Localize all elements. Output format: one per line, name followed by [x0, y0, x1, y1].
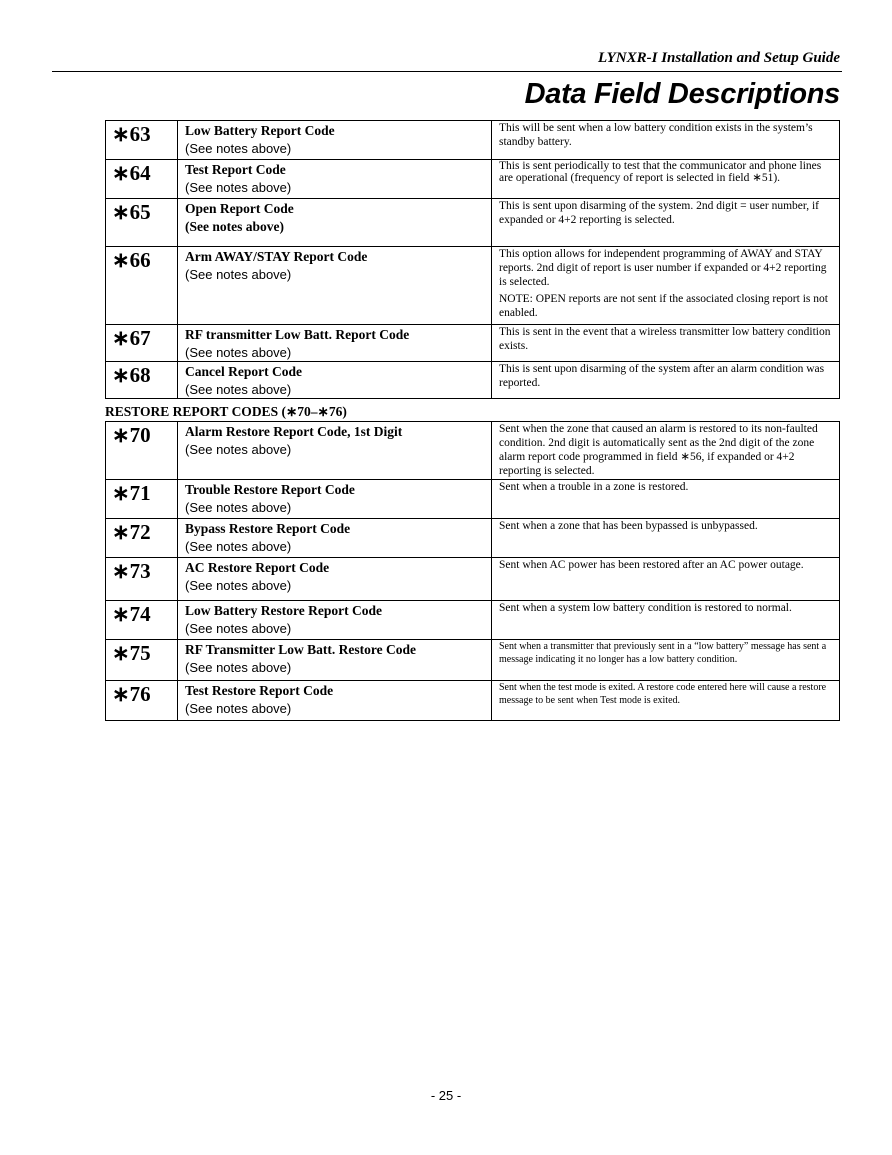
- table-row: [106, 121, 840, 160]
- field-note: (See notes above): [185, 141, 292, 156]
- description-text: Sent when a system low battery condition is restored to normal.: [499, 602, 792, 614]
- field-description: [492, 325, 840, 362]
- field-code: ∗73: [106, 558, 178, 601]
- page-title: Data Field Descriptions: [524, 78, 840, 110]
- description-text: This will be sent when a low battery condition exists in the system’s standby battery.: [499, 122, 813, 148]
- field-name: Low Battery Restore Report Code: [185, 603, 382, 618]
- field-name: Low Battery Report Code: [185, 123, 335, 138]
- field-name: Bypass Restore Report Code: [185, 521, 351, 536]
- field-name-cell: [178, 362, 492, 399]
- field-code: ∗76: [106, 681, 178, 721]
- field-note: (See notes above): [185, 180, 292, 195]
- field-name-cell: [178, 480, 492, 519]
- field-note: (See notes above): [185, 345, 292, 360]
- field-name-cell: [178, 681, 492, 721]
- field-name: Arm AWAY/STAY Report Code: [185, 249, 368, 264]
- field-name-cell: [178, 199, 492, 247]
- description-text: This is sent upon disarming of the system. 2nd digit = user number, if expanded or 4+2 reporting is selected.: [499, 200, 820, 226]
- field-note: (See notes above): [185, 578, 292, 593]
- field-description: [492, 422, 840, 480]
- field-description: [492, 681, 840, 721]
- field-note: (See notes above): [185, 219, 284, 234]
- field-code: ∗65: [106, 199, 178, 247]
- field-note: (See notes above): [185, 660, 292, 675]
- table-row: [106, 480, 840, 519]
- field-description: [492, 519, 840, 558]
- field-note: (See notes above): [185, 701, 292, 716]
- field-name-cell: [178, 160, 492, 199]
- field-name-cell: [178, 640, 492, 681]
- field-name-cell: [178, 601, 492, 640]
- description-text: This is sent in the event that a wireless transmitter low battery condition exists.: [499, 326, 831, 352]
- field-code: ∗66: [106, 247, 178, 325]
- field-code: ∗64: [106, 160, 178, 199]
- field-description: [492, 640, 840, 681]
- field-description: [492, 480, 840, 519]
- description-text: This is sent upon disarming of the system after an alarm condition was reported.: [499, 363, 825, 389]
- field-note: (See notes above): [185, 267, 292, 282]
- description-text: Sent when a transmitter that previously sent in a “low battery” message has sent a message indicating it no longer has a low battery condition.: [499, 641, 827, 665]
- field-description: [492, 558, 840, 601]
- field-note: (See notes above): [185, 539, 292, 554]
- field-note: (See notes above): [185, 621, 292, 636]
- field-name: Open Report Code: [185, 201, 294, 216]
- field-note: (See notes above): [185, 500, 292, 515]
- field-name: Trouble Restore Report Code: [185, 482, 355, 497]
- field-description: [492, 362, 840, 399]
- report-codes-table: [105, 120, 840, 399]
- field-name: RF transmitter Low Batt. Report Code: [185, 327, 410, 342]
- table-row: [106, 601, 840, 640]
- table-row: [106, 247, 840, 325]
- page-number: - 25 -: [430, 1088, 462, 1103]
- table-row: [106, 558, 840, 601]
- table-row: [106, 325, 840, 362]
- description-text: Sent when a trouble in a zone is restored.: [499, 481, 689, 493]
- field-description: [492, 121, 840, 160]
- field-name: Test Restore Report Code: [185, 683, 334, 698]
- description-text: Sent when the test mode is exited. A restore code entered here will cause a restore message to be sent when Test mode is exited.: [499, 682, 827, 706]
- field-name-cell: [178, 558, 492, 601]
- field-code: ∗63: [106, 121, 178, 160]
- field-code: ∗70: [106, 422, 178, 480]
- field-code: ∗74: [106, 601, 178, 640]
- table-row: [106, 362, 840, 399]
- running-head: LYNXR-I Installation and Setup Guide: [598, 50, 840, 66]
- header-rule: [52, 71, 842, 72]
- field-name-cell: [178, 519, 492, 558]
- field-note: (See notes above): [185, 442, 292, 457]
- description-text: Sent when a zone that has been bypassed is unbypassed.: [499, 520, 758, 532]
- field-name: Alarm Restore Report Code, 1st Digit: [185, 424, 403, 439]
- description-text: This is sent periodically to test that the communicator and phone lines are operational (frequency of report is selected in field ∗51).: [499, 160, 822, 184]
- field-code: ∗68: [106, 362, 178, 399]
- field-code: ∗67: [106, 325, 178, 362]
- field-name: Test Report Code: [185, 162, 286, 177]
- field-name: Cancel Report Code: [185, 364, 302, 379]
- field-name: RF Transmitter Low Batt. Restore Code: [185, 642, 416, 657]
- field-code: ∗75: [106, 640, 178, 681]
- table-row: [106, 422, 840, 480]
- table-row: [106, 640, 840, 681]
- description-note: NOTE: OPEN reports are not sent if the associated closing report is not enabled.: [499, 293, 828, 319]
- field-name: AC Restore Report Code: [185, 560, 330, 575]
- section-heading: RESTORE REPORT CODES (∗70–∗76): [105, 404, 347, 419]
- field-description: [492, 160, 840, 199]
- field-name-cell: [178, 121, 492, 160]
- table-row: [106, 681, 840, 721]
- table-row: [106, 160, 840, 199]
- field-code: ∗71: [106, 480, 178, 519]
- field-name-cell: [178, 325, 492, 362]
- field-name-cell: [178, 247, 492, 325]
- field-name-cell: [178, 422, 492, 480]
- table-row: [106, 519, 840, 558]
- field-description: [492, 199, 840, 247]
- table-row: [106, 199, 840, 247]
- field-note: (See notes above): [185, 382, 292, 397]
- description-text: Sent when the zone that caused an alarm is restored to its non-faulted condition. 2nd digit is automatically sent as the 2nd digit of the zone alarm report code programmed in field ∗56, if expanded or 4+2 reporting is selected.: [499, 423, 818, 477]
- field-description: [492, 247, 840, 325]
- field-code: ∗72: [106, 519, 178, 558]
- description-text: This option allows for independent programming of AWAY and STAY reports. 2nd digit of report is user number if expanded or 4+2 reporting is selected.: [499, 248, 827, 288]
- restore-codes-table: [105, 421, 840, 721]
- field-description: [492, 601, 840, 640]
- description-text: Sent when AC power has been restored after an AC power outage.: [499, 559, 804, 571]
